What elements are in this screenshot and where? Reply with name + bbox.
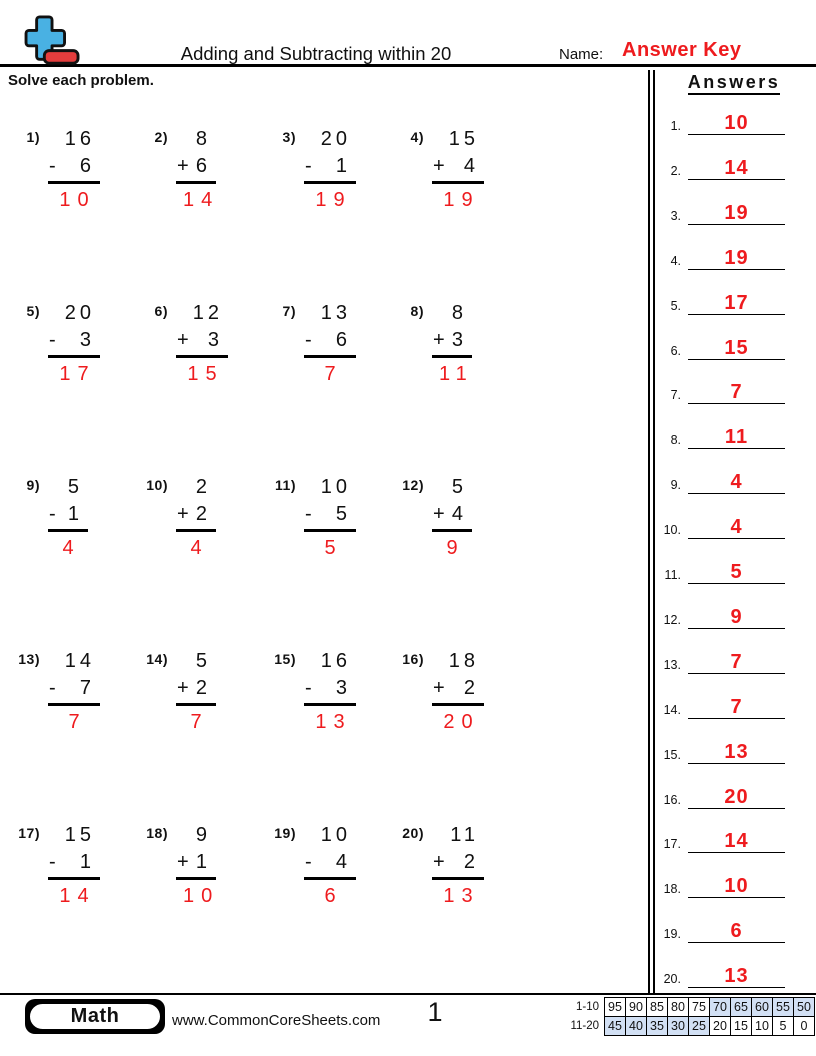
answer-line [688,777,785,809]
grading-score-cell: 30 [668,1017,689,1036]
answer-item-number: 15. [663,747,681,762]
answer-item-number: 5. [670,298,681,313]
problem-bottom-operand: 3 [207,329,223,351]
problem-bottom-operand: 6 [335,329,351,351]
problem-number: 1) [26,129,40,145]
answer-item [657,507,785,539]
problem-top-operand: 5 [67,476,83,498]
sidebar-divider [648,70,655,993]
problem-answer: 5 [324,537,343,559]
problem-number: 7) [282,303,296,319]
problem [140,300,228,388]
problem-body [176,300,228,388]
problem [396,822,484,910]
answer-item [657,417,785,449]
answer-line [688,911,785,943]
problem-operator-row [48,849,100,880]
answer-value: 4 [730,516,743,539]
problem-body [304,300,356,388]
plus-minus-logo-icon [24,15,82,67]
problem-answer: 7 [324,363,343,385]
operator: + [177,677,189,699]
problem-number: 18) [146,825,168,841]
problem-operator-row [176,849,216,880]
answer-value: 10 [724,112,749,134]
answer-item-number: 8. [670,433,681,448]
problem-top-operand: 10 [320,476,351,498]
answer-item-number: 16. [663,792,681,807]
problem-body [176,474,216,562]
operator: + [177,503,189,525]
problem-number: 13) [18,651,40,667]
problem-top-operand: 16 [64,128,95,150]
problem-body [304,648,356,736]
answer-item-number: 19. [663,927,681,942]
operator: - [49,503,56,525]
problem [12,648,100,736]
answer-value: 20 [724,785,749,808]
grading-score-cell: 60 [752,998,773,1017]
problem [140,474,216,562]
answer-line [688,552,785,584]
answer-value: 11 [724,426,749,449]
problem [12,126,100,214]
problem-number: 9) [26,477,40,493]
problem-bottom-operand: 2 [463,677,479,699]
grading-score-cell: 70 [710,998,731,1017]
problem-body [432,300,472,388]
grading-score-cell: 95 [605,998,626,1017]
answer-item-number: 14. [663,702,681,717]
problem-operator-row [304,327,356,358]
problem-bottom-operand: 1 [67,503,83,525]
worksheet-title: Adding and Subtracting within 20 [180,43,452,64]
answer-item-number: 4. [670,253,681,268]
problem-operator-row [304,675,356,706]
problem-number: 16) [402,651,424,667]
problem-number: 2) [154,129,168,145]
grading-score-cell: 90 [626,998,647,1017]
problem-answer: 6 [324,885,343,907]
problem-top-operand: 8 [451,302,467,324]
problem-answer: 10 [59,189,96,211]
instruction-text: Solve each problem. [8,72,154,89]
problem-top-operand: 16 [320,650,351,672]
answer-line [688,507,785,539]
problem [140,126,220,214]
answer-item-number: 11. [664,568,681,582]
answer-item [657,956,785,988]
problem-body [304,474,356,562]
problem [140,648,216,736]
operator: - [305,329,312,351]
problem [140,822,220,910]
grading-range-label: 11-20 [570,1020,599,1032]
operator: + [433,677,445,699]
problem-number: 4) [410,129,424,145]
answer-value: 14 [724,830,749,853]
grading-score-cell: 65 [731,998,752,1017]
problem-body [48,648,100,736]
answer-item-number: 7. [670,388,681,403]
problem-operator-row [48,153,100,184]
problem-top-operand: 11 [450,824,479,846]
grading-score-cell: 10 [752,1017,773,1036]
operator: + [433,329,445,351]
answer-value: 19 [724,246,749,269]
problem-number: 3) [282,129,296,145]
answer-item [657,148,785,180]
answer-value: 9 [730,605,743,628]
answer-item [657,193,785,225]
problem-operator-row [176,153,216,184]
answer-item-number: 18. [663,882,681,897]
problem-number: 5) [26,303,40,319]
problem-answer: 13 [315,711,352,733]
operator: - [49,677,56,699]
problem-body [176,822,220,910]
answer-line [688,372,785,404]
problem-operator-row [48,501,88,532]
operator: - [305,851,312,873]
problem-operator-row [432,153,484,184]
grading-range-label: 1-10 [575,1001,599,1013]
problem-body [48,822,100,910]
answer-item [657,777,785,809]
problem-number: 19) [274,825,296,841]
operator: + [177,155,189,177]
answer-value: 7 [730,381,743,404]
answer-value: 15 [724,336,749,359]
operator: - [49,329,56,351]
problem-top-operand: 20 [64,302,95,324]
grading-score-cell: 35 [647,1017,668,1036]
grading-score-cell: 80 [668,998,689,1017]
grading-table [570,997,815,1036]
answer-line [688,597,785,629]
problem-bottom-operand: 3 [335,677,351,699]
subject-badge [25,999,165,1034]
problem-body [48,126,100,214]
answer-value: 10 [724,875,749,898]
problem-bottom-operand: 1 [335,155,351,177]
answer-item [657,462,785,494]
answer-item-number: 10. [663,523,681,538]
answer-item [657,283,785,315]
answer-item-number: 1. [670,119,681,133]
problem-bottom-operand: 4 [335,851,351,873]
problem-top-operand: 20 [320,128,351,150]
answer-item-number: 20. [663,972,681,987]
problem [268,822,356,910]
problem-bottom-operand: 2 [463,851,479,873]
problem-number: 17) [18,825,40,841]
grading-row [570,1017,814,1036]
problem-number: 11) [275,477,296,493]
problem-body [432,474,472,562]
answer-item-number: 9. [670,478,681,493]
answer-item-number: 13. [663,657,681,672]
problem-answer: 15 [187,363,224,385]
problem-operator-row [176,675,216,706]
answer-line [688,821,785,853]
answer-value: 17 [724,291,749,314]
problem-answer: 4 [62,537,81,559]
problem-top-operand: 9 [195,824,211,846]
problem [12,822,100,910]
subject-label: Math [28,1002,162,1031]
answer-item [657,821,785,853]
header [0,0,816,67]
problem-body [304,822,356,910]
grading-score-cell: 0 [794,1017,815,1036]
problem [268,300,356,388]
problem-body [432,126,484,214]
problem-answer: 11 [439,363,474,385]
problem [268,474,356,562]
problem-answer: 17 [59,363,96,385]
problem-bottom-operand: 2 [195,503,211,525]
grading-score-cell: 50 [794,998,815,1017]
problem [396,300,472,388]
grading-score-cell: 85 [647,998,668,1017]
problem-number: 12) [402,477,424,493]
answer-item [657,328,785,360]
grading-score-cell: 15 [731,1017,752,1036]
problem-bottom-operand: 4 [451,503,467,525]
problem-operator-row [304,501,356,532]
problem-answer: 10 [183,885,220,907]
operator: - [49,155,56,177]
answer-item [657,642,785,674]
answer-item-number: 12. [663,612,681,627]
answer-item [657,597,785,629]
problem-number: 20) [402,825,424,841]
problem-number: 15) [274,651,296,667]
answer-line [688,328,785,360]
problem-top-operand: 5 [195,650,211,672]
problem-bottom-operand: 4 [463,155,479,177]
answer-line [688,687,785,719]
problem-operator-row [48,675,100,706]
website-text: www.CommonCoreSheets.com [172,1012,381,1029]
answer-item [657,238,785,270]
answer-item [657,372,785,404]
answer-value: 14 [724,156,749,179]
problem-answer: 7 [190,711,209,733]
operator: + [177,851,189,873]
answer-item [657,103,785,135]
problem-bottom-operand: 1 [195,851,211,873]
answer-item [657,866,785,898]
problem-answer: 13 [443,885,480,907]
problem [12,474,88,562]
answer-line [688,193,785,225]
problem-body [432,648,484,736]
problem-top-operand: 5 [451,476,467,498]
problem-operator-row [304,153,356,184]
operator: - [305,155,312,177]
answer-item [657,687,785,719]
operator: + [433,851,445,873]
problem-bottom-operand: 3 [79,329,95,351]
problem-operator-row [432,675,484,706]
answer-line [688,103,785,135]
problem-body [432,822,484,910]
problem [396,126,484,214]
problem-operator-row [432,327,472,358]
answer-value: 13 [724,740,749,763]
problem [268,648,356,736]
problem-top-operand: 12 [192,302,223,324]
problem-body [304,126,356,214]
grading-score-cell: 45 [605,1017,626,1036]
problem-bottom-operand: 6 [79,155,95,177]
problem-bottom-operand: 6 [195,155,211,177]
operator: - [305,503,312,525]
problem-body [48,474,88,562]
problem-answer: 4 [190,537,209,559]
problem-number: 10) [146,477,168,493]
grading-score-cell: 75 [689,998,710,1017]
problem [396,648,484,736]
operator: - [49,851,56,873]
answer-line [688,642,785,674]
answer-item-number: 6. [670,343,681,358]
problem-operator-row [176,327,228,358]
answer-value: 6 [730,920,743,943]
problem-number: 14) [146,651,168,667]
answer-line [688,956,785,988]
grading-score-cell: 25 [689,1017,710,1036]
problem-bottom-operand: 5 [335,503,351,525]
answer-item [657,911,785,943]
answer-value: 13 [724,965,749,988]
name-label: Name: [559,46,604,63]
page-number: 1 [427,997,443,1027]
grading-score-cell: 5 [773,1017,794,1036]
answer-line [688,417,785,449]
problem [12,300,100,388]
answers-panel [655,70,816,993]
answer-item-number: 2. [670,163,681,178]
problem-top-operand: 15 [64,824,95,846]
problem-answer: 14 [59,885,96,907]
problem-operator-row [304,849,356,880]
problem-number: 8) [410,303,424,319]
problem-body [176,648,216,736]
answer-item-number: 3. [670,208,681,223]
problem-bottom-operand: 2 [195,677,211,699]
problem [268,126,356,214]
problem-operator-row [432,849,484,880]
problem-bottom-operand: 1 [79,851,95,873]
answer-item [657,732,785,764]
answer-key-value: Answer Key [622,39,742,61]
problem-bottom-operand: 7 [79,677,95,699]
answer-value: 7 [730,695,743,718]
problem-top-operand: 8 [195,128,211,150]
answers-title [655,72,813,93]
operator: + [433,155,445,177]
operator: + [177,329,189,351]
problem-body [176,126,220,214]
grading-score-cell: 20 [710,1017,731,1036]
problem-bottom-operand: 3 [451,329,467,351]
problem-operator-row [176,501,216,532]
answer-line [688,238,785,270]
problem-body [48,300,100,388]
problem-top-operand: 14 [64,650,95,672]
problem-top-operand: 10 [320,824,351,846]
problems-grid [0,126,645,993]
problem-answer: 14 [183,189,220,211]
answer-item [657,552,785,584]
answer-line [688,462,785,494]
problem-top-operand: 15 [448,128,479,150]
problem-answer: 19 [443,189,480,211]
operator: + [433,503,445,525]
grading-score-cell: 40 [626,1017,647,1036]
footer [0,993,816,1056]
problem-top-operand: 13 [320,302,351,324]
answer-value: 5 [730,561,743,583]
answer-line [688,732,785,764]
problem-operator-row [432,501,472,532]
grading-row [570,998,814,1017]
answers-title-text: Answers [688,72,781,95]
answer-value: 4 [730,471,743,494]
problem-answer: 19 [315,189,352,211]
problem-operator-row [48,327,100,358]
problem-answer: 7 [68,711,87,733]
answer-line [688,148,785,180]
problem-top-operand: 2 [195,476,211,498]
answer-value: 19 [724,201,749,224]
answer-line [688,283,785,315]
grading-score-cell: 55 [773,998,794,1017]
operator: - [305,677,312,699]
problem-answer: 9 [446,537,465,559]
problem-number: 6) [154,303,168,319]
problem [396,474,472,562]
problem-top-operand: 18 [448,650,479,672]
answer-item-number: 17. [663,837,681,852]
problem-answer: 20 [443,711,480,733]
answer-value: 7 [730,650,743,673]
answer-line [688,866,785,898]
